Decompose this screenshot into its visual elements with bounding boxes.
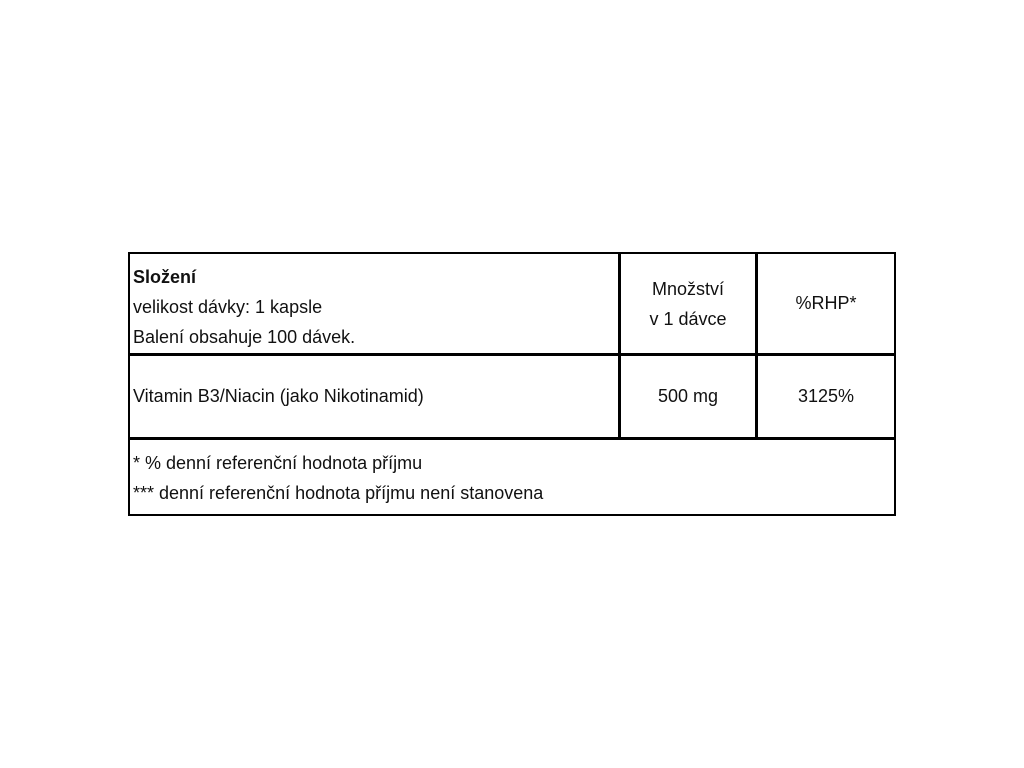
ingredient-amount: 500 mg (657, 386, 719, 406)
ingredient-rhp: 3125% (797, 386, 855, 406)
table-footer-row (130, 440, 894, 516)
rhp-header-label: %RHP* (795, 293, 857, 313)
table-header-row (130, 254, 894, 356)
footnote-not-established: *** denní referenční hodnota příjmu není stanovena (133, 483, 544, 503)
ingredient-name: Vitamin B3/Niacin (jako Nikotinamid) (133, 386, 424, 406)
ingredient-rhp-cell (758, 356, 894, 437)
table-row (130, 356, 894, 440)
amount-header-cell (621, 254, 758, 353)
ingredient-name-cell (130, 356, 621, 437)
rhp-header-cell (758, 254, 894, 353)
footnote-rhp: * % denní referenční hodnota příjmu (133, 453, 423, 473)
nutrition-table (128, 252, 896, 516)
servings-per-pack-text: Balení obsahuje 100 dávek. (133, 327, 356, 347)
serving-size-text: velikost dávky: 1 kapsle (133, 297, 323, 317)
ingredient-amount-cell (621, 356, 758, 437)
composition-title: Složení (133, 267, 197, 287)
amount-header-line1: Množství (651, 278, 725, 299)
amount-header-line2: v 1 dávce (649, 308, 727, 329)
composition-header-cell (130, 254, 621, 353)
footnotes (133, 448, 543, 508)
